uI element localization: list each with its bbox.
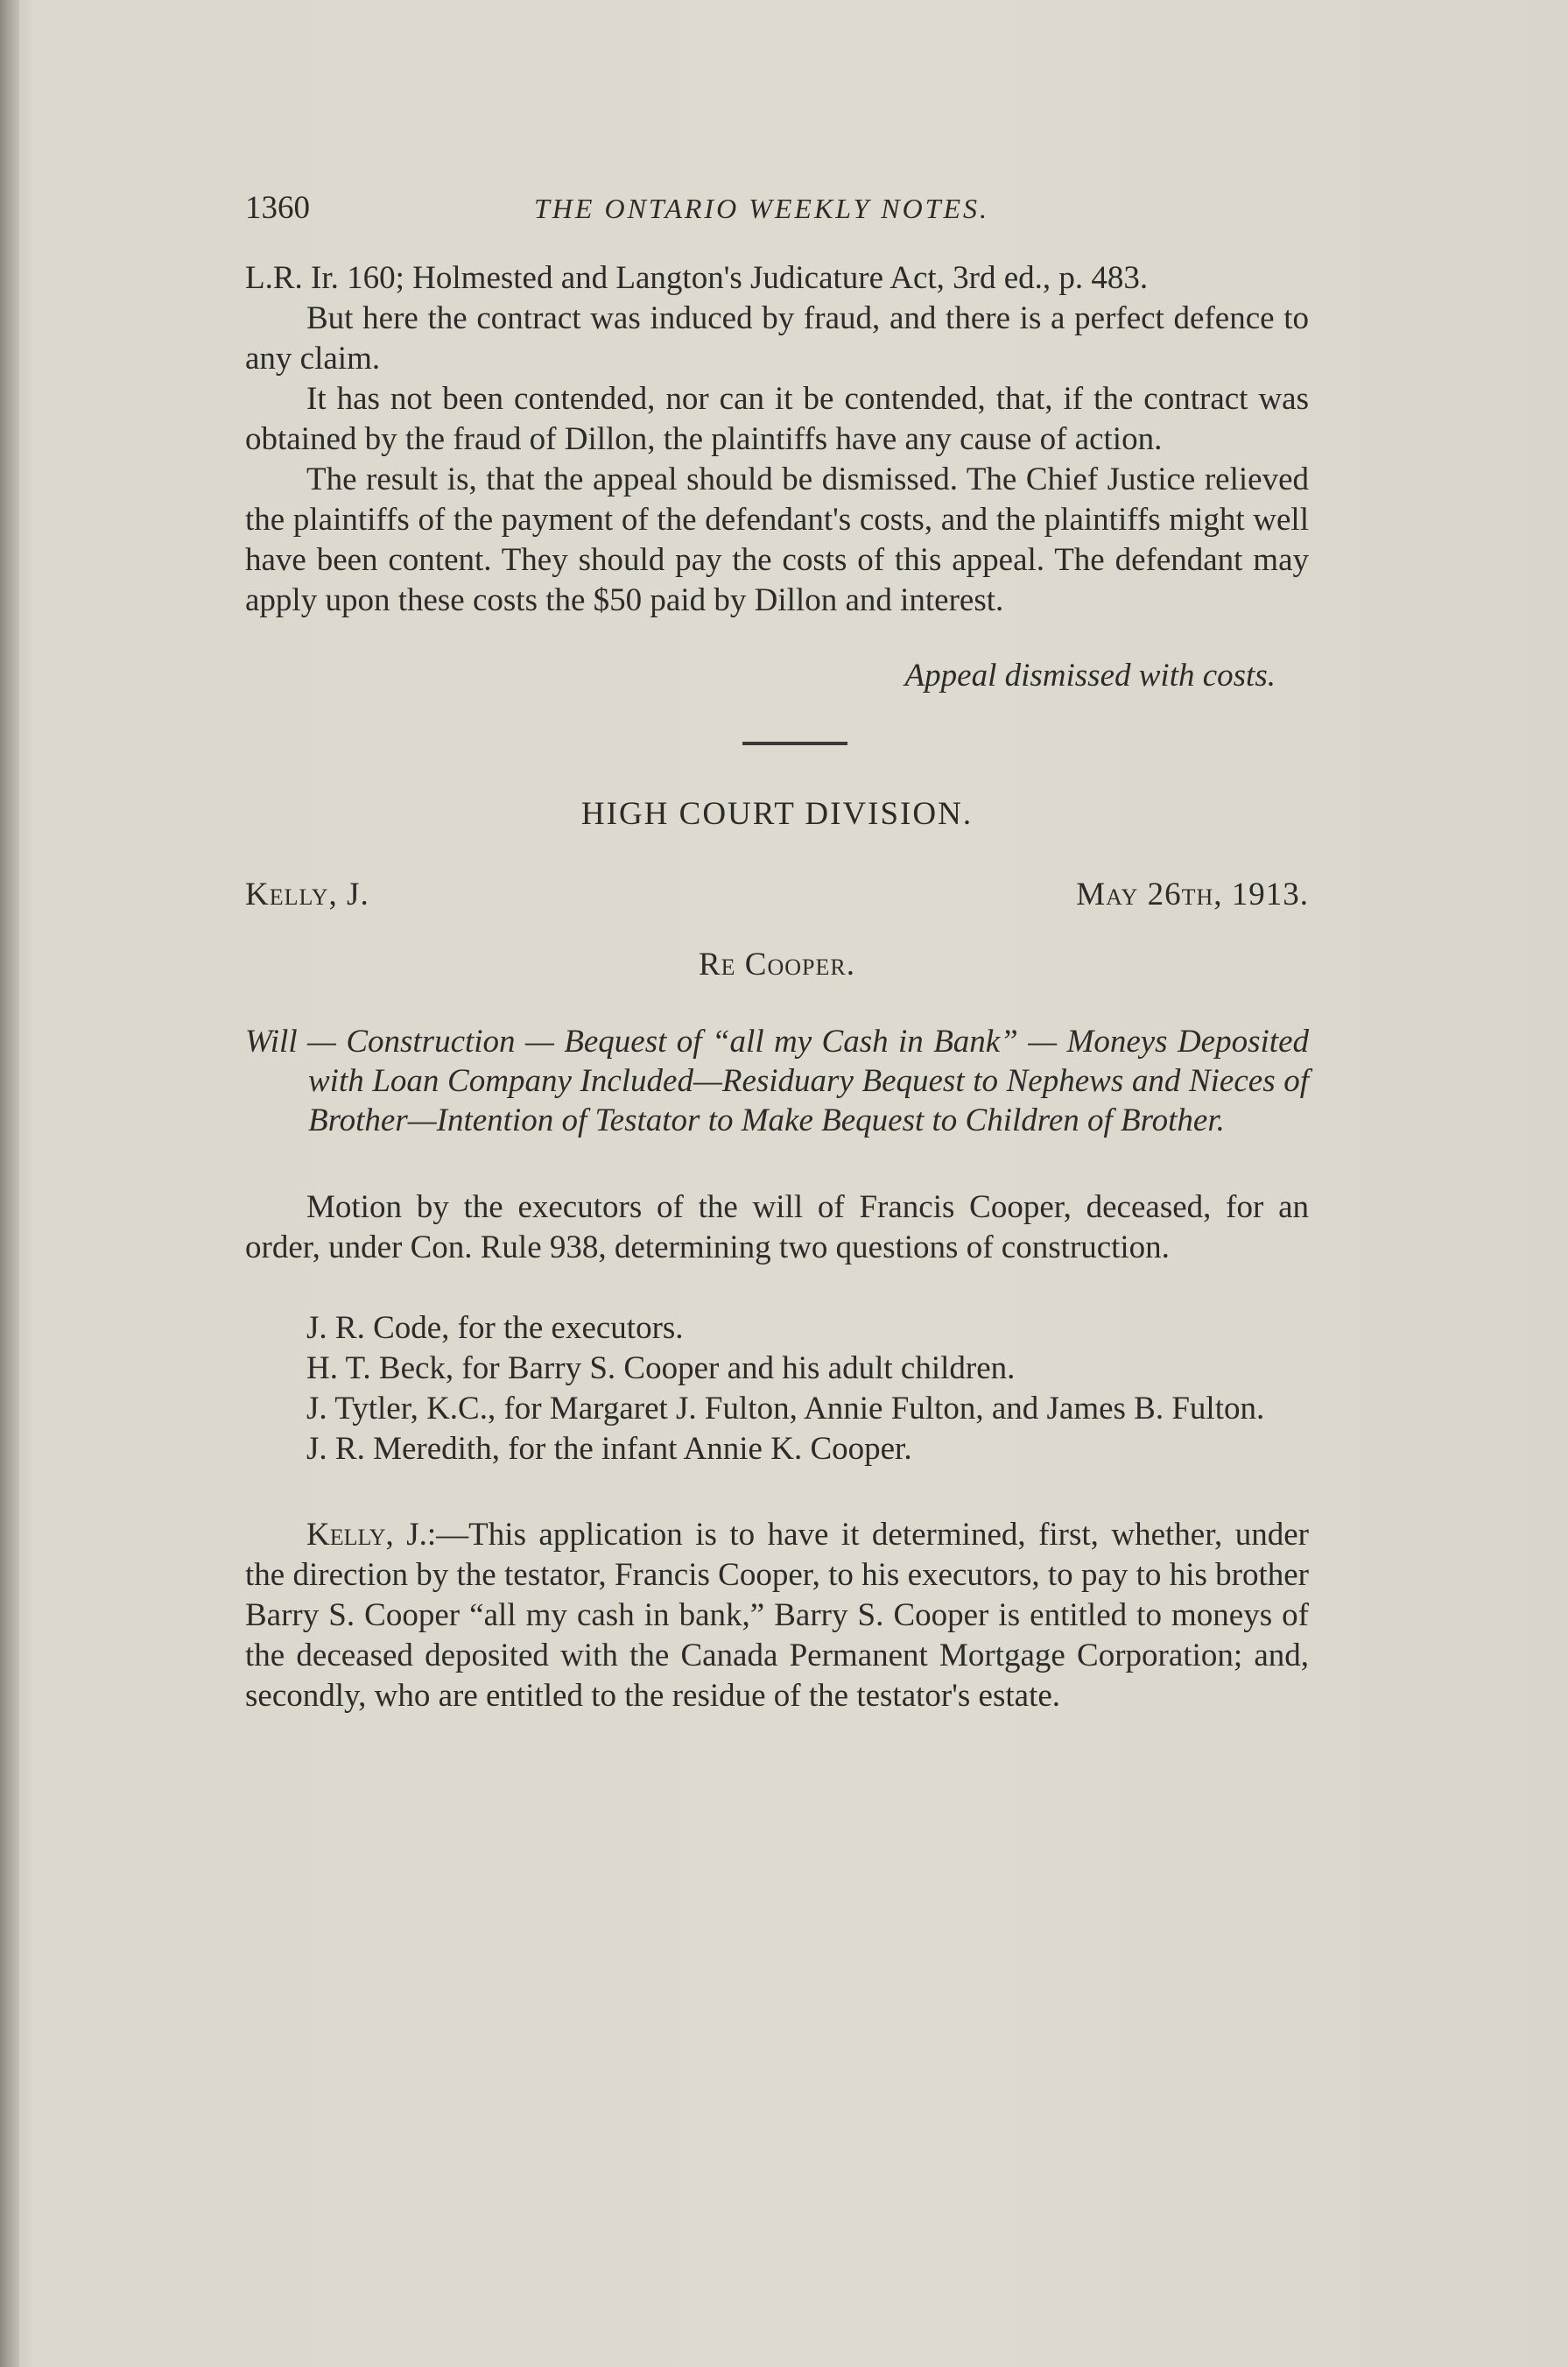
opinion-judge: Kelly, J. [306,1517,427,1553]
appeal-disposition: Appeal dismissed with costs. [904,658,1276,694]
counsel-list [245,1308,1309,1469]
judge-date-line [245,875,1309,915]
page-content [245,188,1309,1716]
opinion-text: :—This application is to have it determined, first, whether, under the direction by the testator, Francis Cooper, to his executors, to pay to his brother Barry S. Cooper “all my cash in bank,” Barry S. Cooper is entitled to moneys of the deceased deposited with the Canada Permanent Mortgage Corporation; and, secondly, who are entitled to the residue of the testator's estate. [245,1517,1309,1714]
case-name: Re Cooper. [699,947,855,983]
decision-date: May 26th, 1913. [1076,877,1309,912]
counsel-entry: J. R. Code, for the executors. [306,1310,684,1346]
section-divider [742,742,847,745]
division-heading: HIGH COURT DIVISION. [580,796,974,832]
paragraph-fraud-defence: But here the contract was induced by fraud, and there is a perfect defence to any claim. [245,300,1309,377]
page-number: 1360 [245,190,310,226]
motion-paragraph: Motion by the executors of the will of Francis Cooper, deceased, for an order, under Con. Rule 938, determining two questions of construction. [245,1189,1309,1265]
paragraph-no-cause-of-action: It has not been contended, nor can it be contended, that, if the contract was obtained by the fraud of Dillon, the plaintiffs have any cause of action. [245,381,1309,457]
running-title: THE ONTARIO WEEKLY NOTES. [534,193,990,224]
citation-continuation: L.R. Ir. 160; Holmested and Langton's Judicature Act, 3rd ed., p. 483. [245,260,1149,296]
counsel-entry: H. T. Beck, for Barry S. Cooper and his adult children. [306,1350,1016,1386]
page-header [245,188,1309,241]
opinion-paragraph [245,1515,1309,1716]
headnote: Will — Construction — Bequest of “all my Cash in Bank” — Moneys Deposited with Loan Company Included—Residuary Bequest to Nephews and Nieces of Brother—Intention of Testator to Make Bequest to Children of Brother. [245,1024,1309,1138]
judge-name: Kelly, J. [245,877,369,912]
book-spine-shadow [0,0,19,2367]
counsel-entry: J. Tytler, K.C., for Margaret J. Fulton, Annie Fulton, and James B. Fulton. [306,1391,1265,1427]
paragraph-result: The result is, that the appeal should be dismissed. The Chief Justice relieved the plaintiffs of the payment of the defendant's costs, and the plaintiffs might well have been content. They should pay the costs of this appeal. The defendant may apply upon these costs the $50 paid by Dillon and interest. [245,461,1309,618]
counsel-entry: J. R. Meredith, for the infant Annie K. Cooper. [306,1431,912,1467]
